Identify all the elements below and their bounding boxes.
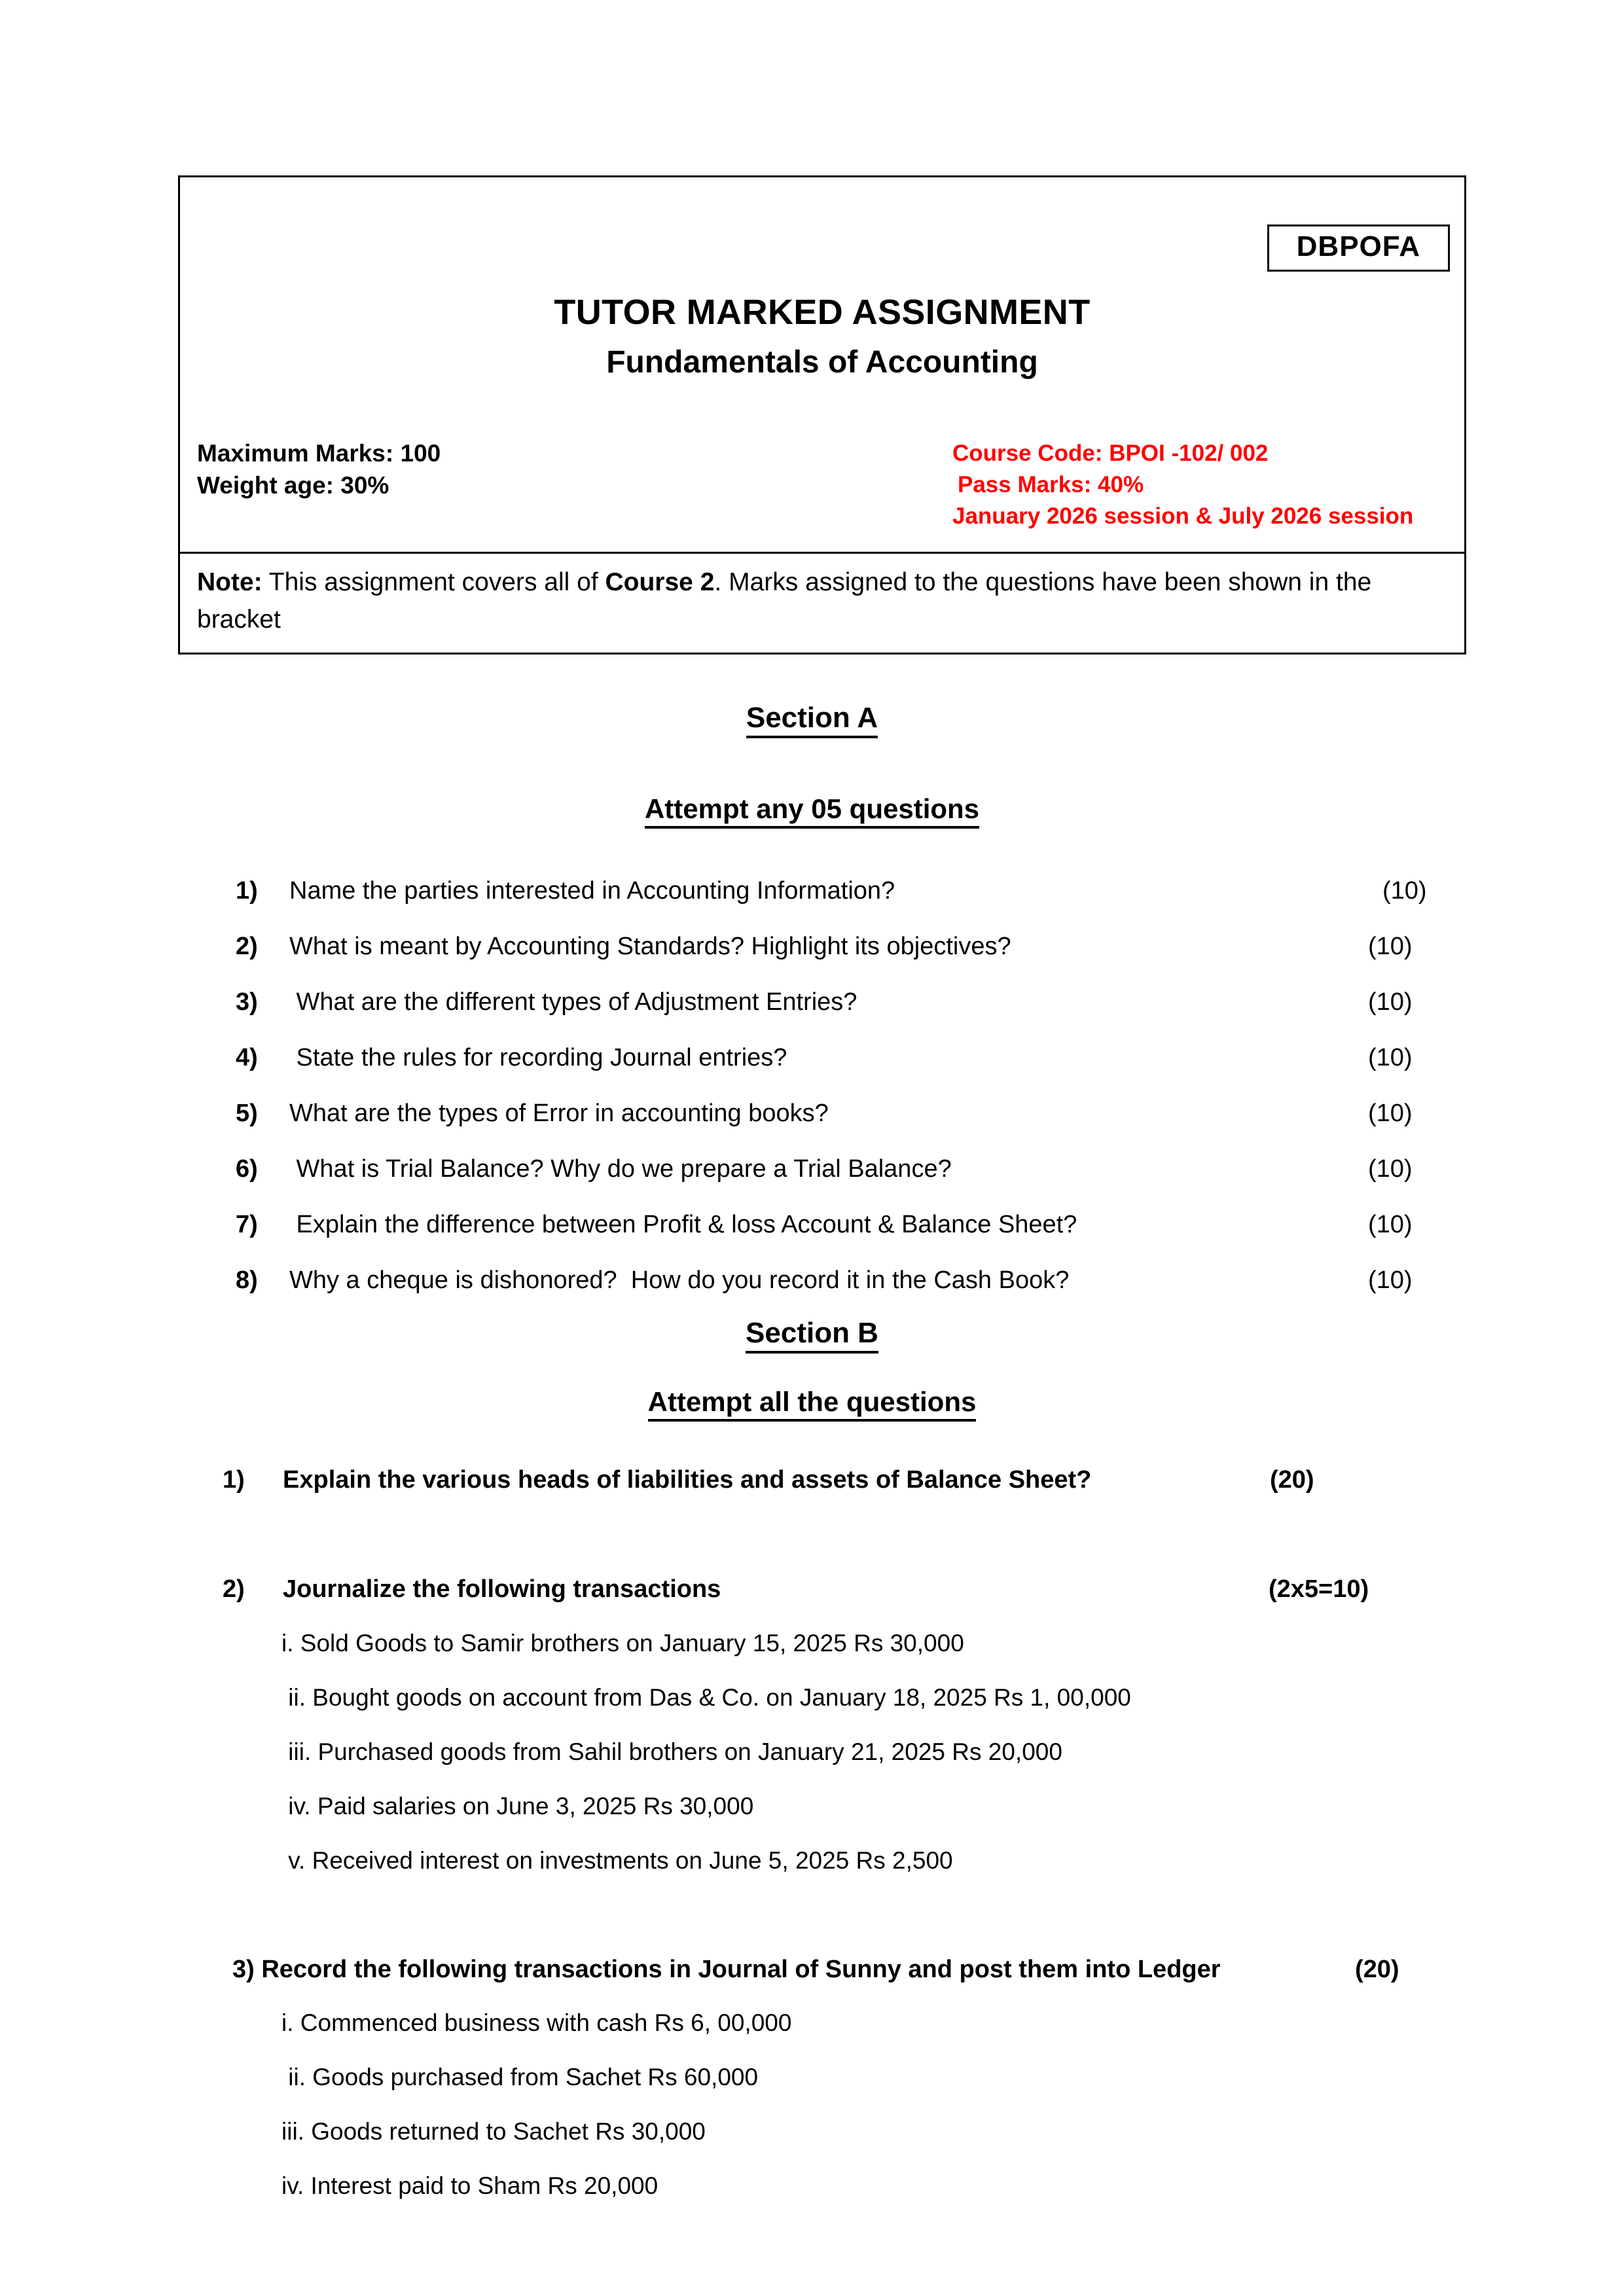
- transaction-item: i. Sold Goods to Samir brothers on January 15, 2025 Rs 30,000: [281, 1630, 964, 1657]
- pass-marks-label: Pass Marks: 40%: [958, 471, 1144, 497]
- question-row: [236, 1268, 1466, 1293]
- question-marks: (10): [1382, 877, 1427, 905]
- question-row: [236, 934, 1466, 959]
- question-text: State the rules for recording Journal entries?: [289, 1044, 787, 1071]
- page-subtitle: Fundamentals of Accounting: [606, 345, 1038, 380]
- question-number: 5): [236, 1100, 258, 1127]
- note-course-ref: Course 2: [605, 568, 715, 596]
- question-marks: (10): [1368, 1155, 1413, 1183]
- question-number: 6): [236, 1155, 258, 1183]
- section-b-question-row: [223, 1577, 1506, 1602]
- section-b-instruction: [0, 1386, 1624, 1418]
- question-number: 7): [236, 1211, 258, 1238]
- question-number: 1): [223, 1466, 245, 1494]
- course-meta-block: [952, 438, 1413, 532]
- transaction-item: ii. Bought goods on account from Das & Co. on January 18, 2025 Rs 1, 00,000: [281, 1684, 1131, 1711]
- section-b-instruction-text: Attempt all the questions: [648, 1386, 977, 1422]
- question-marks: (2x5=10): [1269, 1575, 1369, 1603]
- question-text: Explain the various heads of liabilities and assets of Balance Sheet?: [283, 1466, 1092, 1494]
- marks-meta-block: [197, 438, 441, 502]
- transaction-item: iii. Purchased goods from Sahil brothers on January 21, 2025 Rs 20,000: [281, 1738, 1062, 1765]
- transaction-item: iv. Paid salaries on June 3, 2025 Rs 30,000: [281, 1793, 754, 1820]
- transaction-item: ii. Goods purchased from Sachet Rs 60,000: [281, 2064, 759, 2090]
- section-a-heading: [0, 702, 1624, 734]
- header-upper-cell: [180, 177, 1464, 552]
- page-title: TUTOR MARKED ASSIGNMENT: [554, 293, 1091, 332]
- section-b-heading-text: Section B: [746, 1317, 878, 1354]
- question-text: What are the types of Error in accounting books?: [289, 1100, 829, 1127]
- question-text: What are the different types of Adjustment Entries?: [289, 988, 857, 1016]
- weightage-label: Weight age: 30%: [197, 471, 389, 499]
- course-code-badge: DBPOFA: [1267, 224, 1450, 272]
- question-text: What is Trial Balance? Why do we prepare a Trial Balance?: [289, 1155, 952, 1183]
- assignment-note: [180, 552, 1464, 653]
- note-label: Note:: [197, 568, 262, 596]
- note-text-part2: . Marks assigned to the questions have been shown in the bracket: [197, 568, 1372, 634]
- question-row: [236, 1157, 1466, 1181]
- question-text: Name the parties interested in Accounting Information?: [289, 877, 895, 905]
- question-row: [236, 990, 1466, 1014]
- question-number: 8): [236, 1266, 258, 1294]
- section-b-question-row: [232, 1957, 1515, 1982]
- question-number: 4): [236, 1044, 258, 1071]
- question-text: What is meant by Accounting Standards? Highlight its objectives?: [289, 933, 1011, 960]
- question-marks: (10): [1368, 988, 1413, 1016]
- question-text: Explain the difference between Profit & loss Account & Balance Sheet?: [289, 1211, 1077, 1238]
- question-row: [236, 1045, 1466, 1070]
- section-b-heading: [0, 1317, 1624, 1350]
- question-number: 1): [236, 877, 258, 905]
- course-code-label: Course Code: BPOI -102/ 002: [952, 440, 1269, 466]
- question-text: Journalize the following transactions: [283, 1575, 721, 1603]
- question-row: [236, 1101, 1466, 1126]
- question-number: 3): [236, 988, 258, 1016]
- question-row: [236, 1212, 1466, 1237]
- question-text: 3) Record the following transactions in Journal of Sunny and post them into Ledger: [232, 1956, 1221, 1983]
- question-number: 2): [236, 933, 258, 960]
- transaction-item: i. Commenced business with cash Rs 6, 00,000: [281, 2009, 792, 2036]
- question-text: Why a cheque is dishonored? How do you record it in the Cash Book?: [289, 1266, 1070, 1294]
- question-marks: (20): [1270, 1466, 1314, 1494]
- section-b-question-row: [223, 1467, 1506, 1492]
- section-a-heading-text: Section A: [746, 702, 878, 738]
- question-marks: (10): [1368, 933, 1413, 960]
- transaction-item: v. Received interest on investments on June 5, 2025 Rs 2,500: [281, 1847, 953, 1874]
- question-number: 2): [223, 1575, 245, 1603]
- question-marks: (20): [1355, 1956, 1399, 1983]
- note-text-part1: This assignment covers all of: [262, 568, 605, 596]
- question-marks: (10): [1368, 1266, 1413, 1294]
- question-row: [236, 878, 1466, 903]
- question-marks: (10): [1368, 1100, 1413, 1127]
- transaction-item: iv. Interest paid to Sham Rs 20,000: [281, 2172, 659, 2199]
- section-a-instruction-text: Attempt any 05 questions: [645, 793, 979, 829]
- transaction-item: iii. Goods returned to Sachet Rs 30,000: [281, 2118, 706, 2145]
- header-info-table: [178, 175, 1466, 655]
- question-marks: (10): [1368, 1211, 1413, 1238]
- session-label: January 2026 session & July 2026 session: [952, 503, 1414, 529]
- maximum-marks-label: Maximum Marks: 100: [197, 440, 441, 467]
- question-marks: (10): [1368, 1044, 1413, 1071]
- section-a-instruction: [0, 793, 1624, 825]
